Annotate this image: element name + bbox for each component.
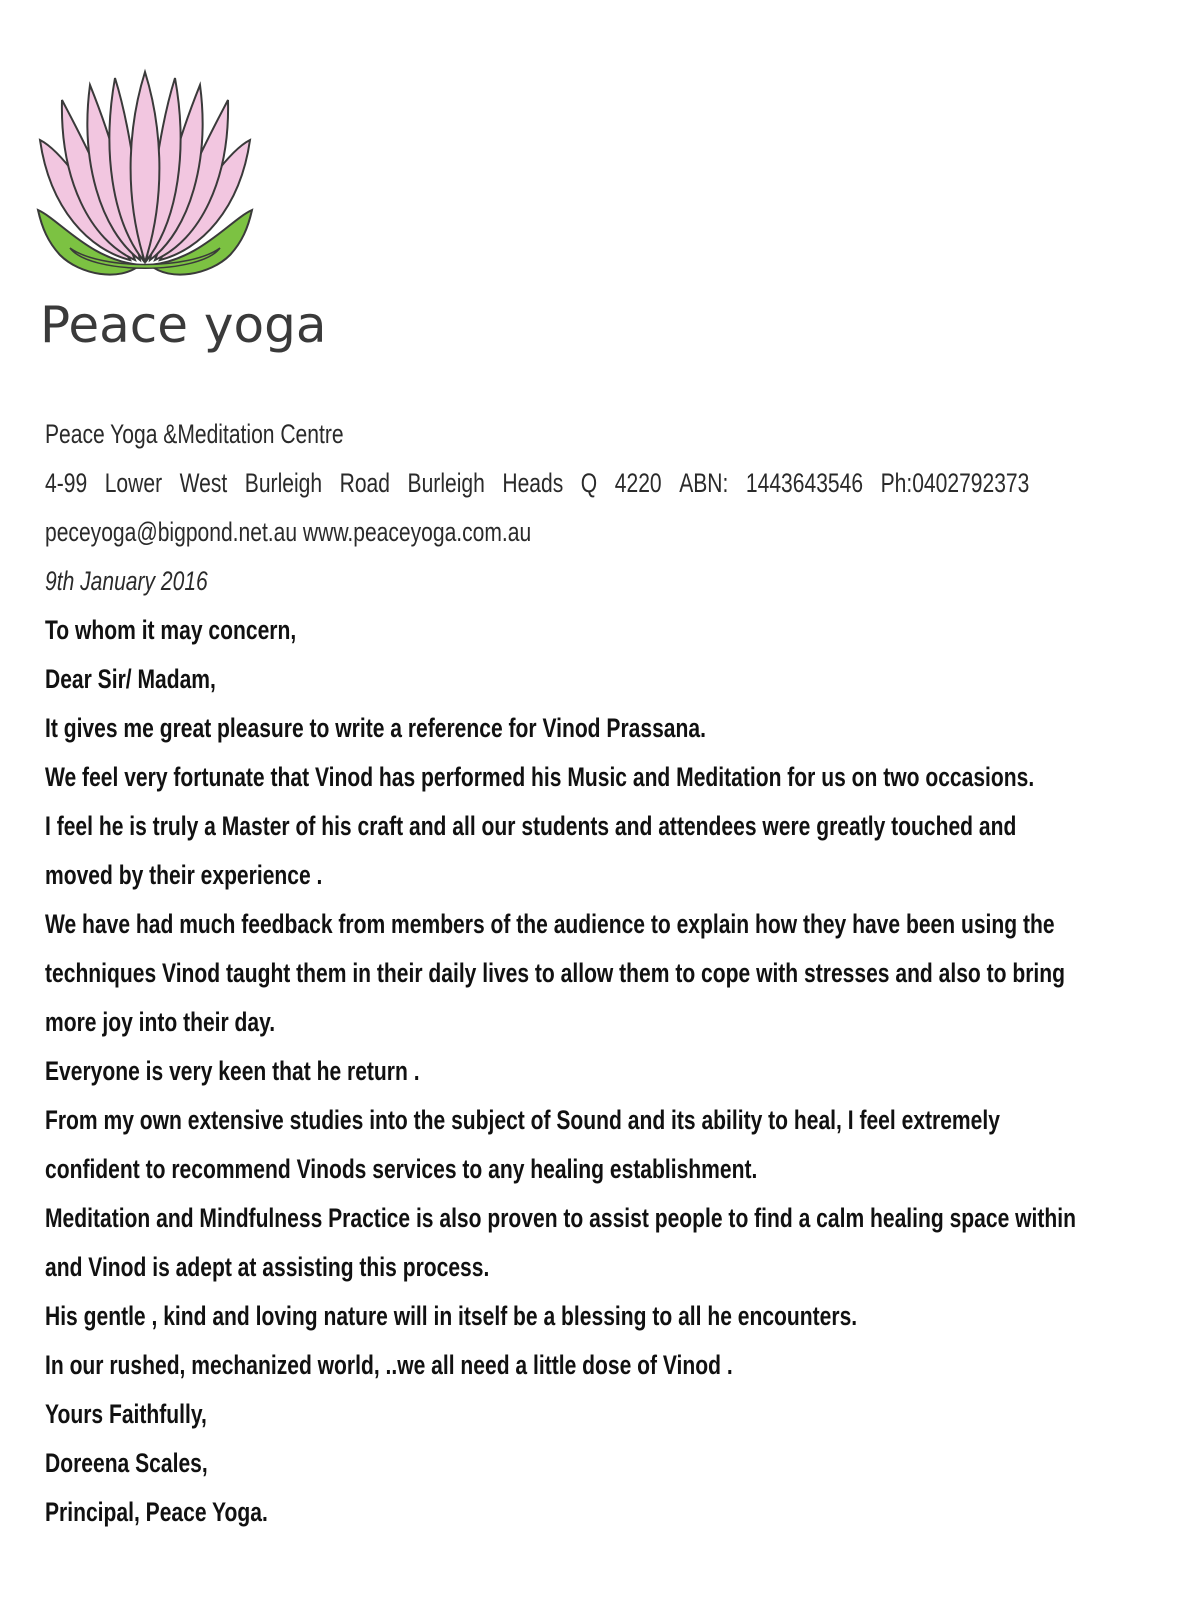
address-part: West	[179, 468, 228, 498]
address-part: Heads	[502, 468, 564, 498]
address-part: 4220	[614, 468, 662, 498]
address-part: Q	[580, 468, 598, 498]
address-part: Lower	[104, 468, 163, 498]
address-line	[45, 459, 1029, 508]
signatory-name: Doreena Scales,	[45, 1448, 208, 1478]
paragraph-line: His gentle , kind and loving nature will in itself be a blessing to all he encounters.	[45, 1301, 858, 1331]
paragraph-line: moved by their experience .	[45, 860, 323, 890]
paragraph-line: We have had much feedback from members of the audience to explain how they have been using the	[45, 909, 1055, 939]
paragraph-line: more joy into their day.	[45, 1007, 276, 1037]
paragraph-line: confident to recommend Vinods services to any healing establishment.	[45, 1154, 758, 1184]
address-part: Burleigh	[244, 468, 323, 498]
peace-yoga-logo	[30, 70, 327, 380]
paragraph-line: In our rushed, mechanized world, ..we all need a little dose of Vinod .	[45, 1350, 733, 1380]
paragraph-line: Meditation and Mindfulness Practice is also proven to assist people to find a calm healing space within	[45, 1203, 1076, 1233]
address-part: Burleigh	[407, 468, 485, 498]
letter-date: 9th January 2016	[45, 566, 208, 596]
address-part: ABN:	[679, 468, 729, 498]
paragraph-line: It gives me great pleasure to write a reference for Vinod Prassana.	[45, 713, 706, 743]
signatory-title: Principal, Peace Yoga.	[45, 1497, 268, 1527]
paragraph-line: From my own extensive studies into the subject of Sound and its ability to heal, I feel extremely	[45, 1105, 1000, 1135]
logo-wordmark: Peace yoga	[40, 296, 327, 354]
address-part: 1443643546	[745, 468, 864, 498]
address-part: Ph:0402792373	[880, 468, 1030, 498]
organization-name: Peace Yoga &Meditation Centre	[45, 419, 344, 449]
address-part: 4-99	[45, 468, 88, 498]
letter-paragraphs	[45, 606, 1076, 1537]
contact-line: peceyoga@bigpond.net.au www.peaceyoga.com.au	[45, 517, 532, 547]
letter-body	[45, 410, 1076, 1537]
paragraph-line: Everyone is very keen that he return .	[45, 1056, 420, 1086]
paragraph-line: and Vinod is adept at assisting this process.	[45, 1252, 490, 1282]
salutation-dear: Dear Sir/ Madam,	[45, 664, 216, 694]
lotus-flower-icon	[30, 70, 327, 380]
paragraph-line: We feel very fortunate that Vinod has performed his Music and Meditation for us on two occasions.	[45, 762, 1035, 792]
paragraph-line: techniques Vinod taught them in their daily lives to allow them to cope with stresses and also to bring	[45, 958, 1066, 988]
address-part: Road	[339, 468, 390, 498]
salutation-general: To whom it may concern,	[45, 615, 297, 645]
closing-line: Yours Faithfully,	[45, 1399, 207, 1429]
paragraph-line: I feel he is truly a Master of his craft and all our students and attendees were greatly touched and	[45, 811, 1017, 841]
